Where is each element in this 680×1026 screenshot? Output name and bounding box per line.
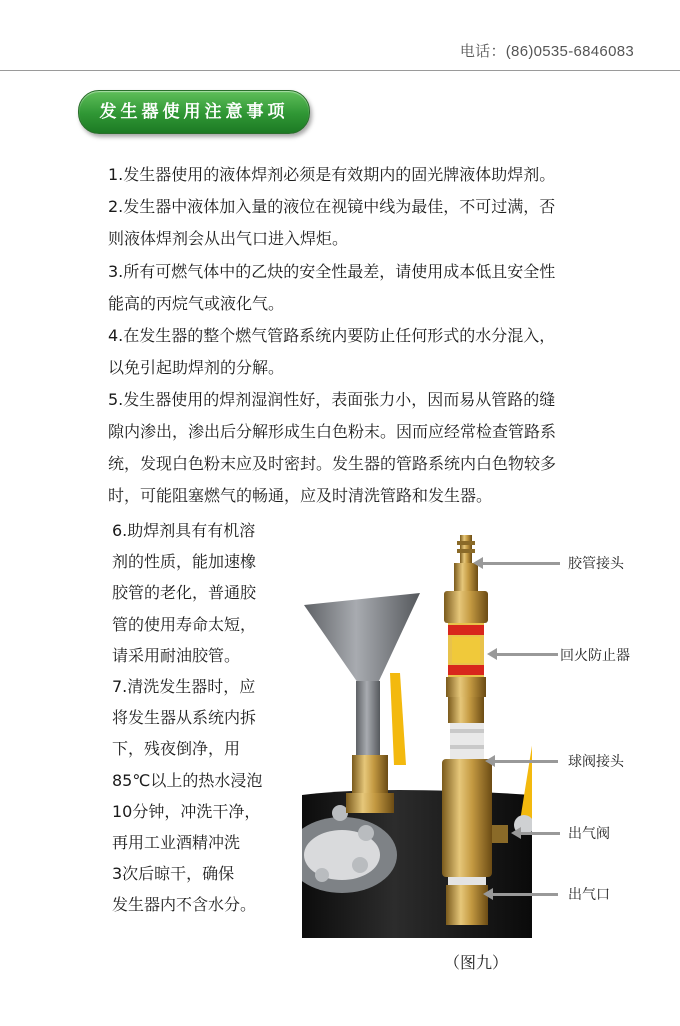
figure-label: 回火防止器 bbox=[560, 648, 630, 664]
side-text-line: 发生器内不含水分。 bbox=[112, 895, 257, 914]
paragraph-line: 5.发生器使用的焊剂湿润性好，表面张力小，因而易从管路的缝 bbox=[108, 390, 556, 409]
side-text-line: 管的使用寿命太短， bbox=[112, 615, 257, 634]
side-text-line: 下，残夜倒净，用 bbox=[112, 739, 241, 758]
paragraph-line: 1.发生器使用的液体焊剂必须是有效期内的固光牌液体助焊剂。 bbox=[108, 165, 556, 184]
generator-photo bbox=[302, 533, 532, 938]
side-text-line: 10分钟，冲洗干净， bbox=[112, 802, 261, 821]
label-arrow bbox=[496, 653, 558, 656]
figure-label: 胶管接头 bbox=[568, 556, 624, 572]
side-text-line: 6.助焊剂具有有机溶 bbox=[112, 521, 256, 540]
section-title: 发生器使用注意事项 bbox=[99, 102, 289, 122]
figure-label: 球阀接头 bbox=[568, 754, 624, 770]
paragraph-line: 2.发生器中液体加入量的液位在视镜中线为最佳，不可过满，否 bbox=[108, 197, 556, 216]
label-arrow bbox=[482, 562, 560, 565]
section-title-badge bbox=[78, 90, 310, 134]
side-text-line: 将发生器从系统内拆 bbox=[112, 708, 257, 727]
header-divider bbox=[0, 70, 680, 71]
paragraph-line: 能高的丙烷气或液化气。 bbox=[108, 294, 285, 313]
paragraph-line: 4.在发生器的整个燃气管路系统内要防止任何形式的水分混入， bbox=[108, 326, 556, 345]
side-text-line: 请采用耐油胶管。 bbox=[112, 646, 241, 665]
label-arrow bbox=[494, 760, 558, 763]
side-text-line: 胶管的老化，普通胶 bbox=[112, 583, 257, 602]
paragraph-line: 隙内渗出，渗出后分解形成生白色粉末。因而应经常检查管路系 bbox=[108, 422, 557, 441]
paragraph-line: 统，发现白色粉末应及时密封。发生器的管路系统内白色物较多 bbox=[108, 454, 557, 473]
side-text-line: 3次后晾干，确保 bbox=[112, 864, 235, 883]
label-arrow bbox=[520, 832, 560, 835]
side-text-line: 再用工业酒精冲洗 bbox=[112, 833, 241, 852]
side-text-line: 7.清洗发生器时，应 bbox=[112, 677, 256, 696]
paragraph-line: 则液体焊剂会从出气口进入焊炬。 bbox=[108, 229, 349, 248]
paragraph-line: 时，可能阻塞燃气的畅通，应及时清洗管路和发生器。 bbox=[108, 486, 493, 505]
figure-caption: （图九） bbox=[444, 953, 509, 972]
side-text-line: 85℃以上的热水浸泡 bbox=[112, 771, 263, 790]
label-arrow bbox=[492, 893, 558, 896]
phone-number: 电话：(86)0535-6846083 bbox=[459, 43, 634, 60]
paragraph-line: 3.所有可燃气体中的乙炔的安全性最差，请使用成本低且安全性 bbox=[108, 262, 556, 281]
figure-label: 出气口 bbox=[568, 887, 610, 903]
figure-label: 出气阀 bbox=[568, 826, 610, 842]
paragraph-line: 以免引起助焊剂的分解。 bbox=[108, 358, 285, 377]
side-text-line: 剂的性质，能加速橡 bbox=[112, 552, 257, 571]
